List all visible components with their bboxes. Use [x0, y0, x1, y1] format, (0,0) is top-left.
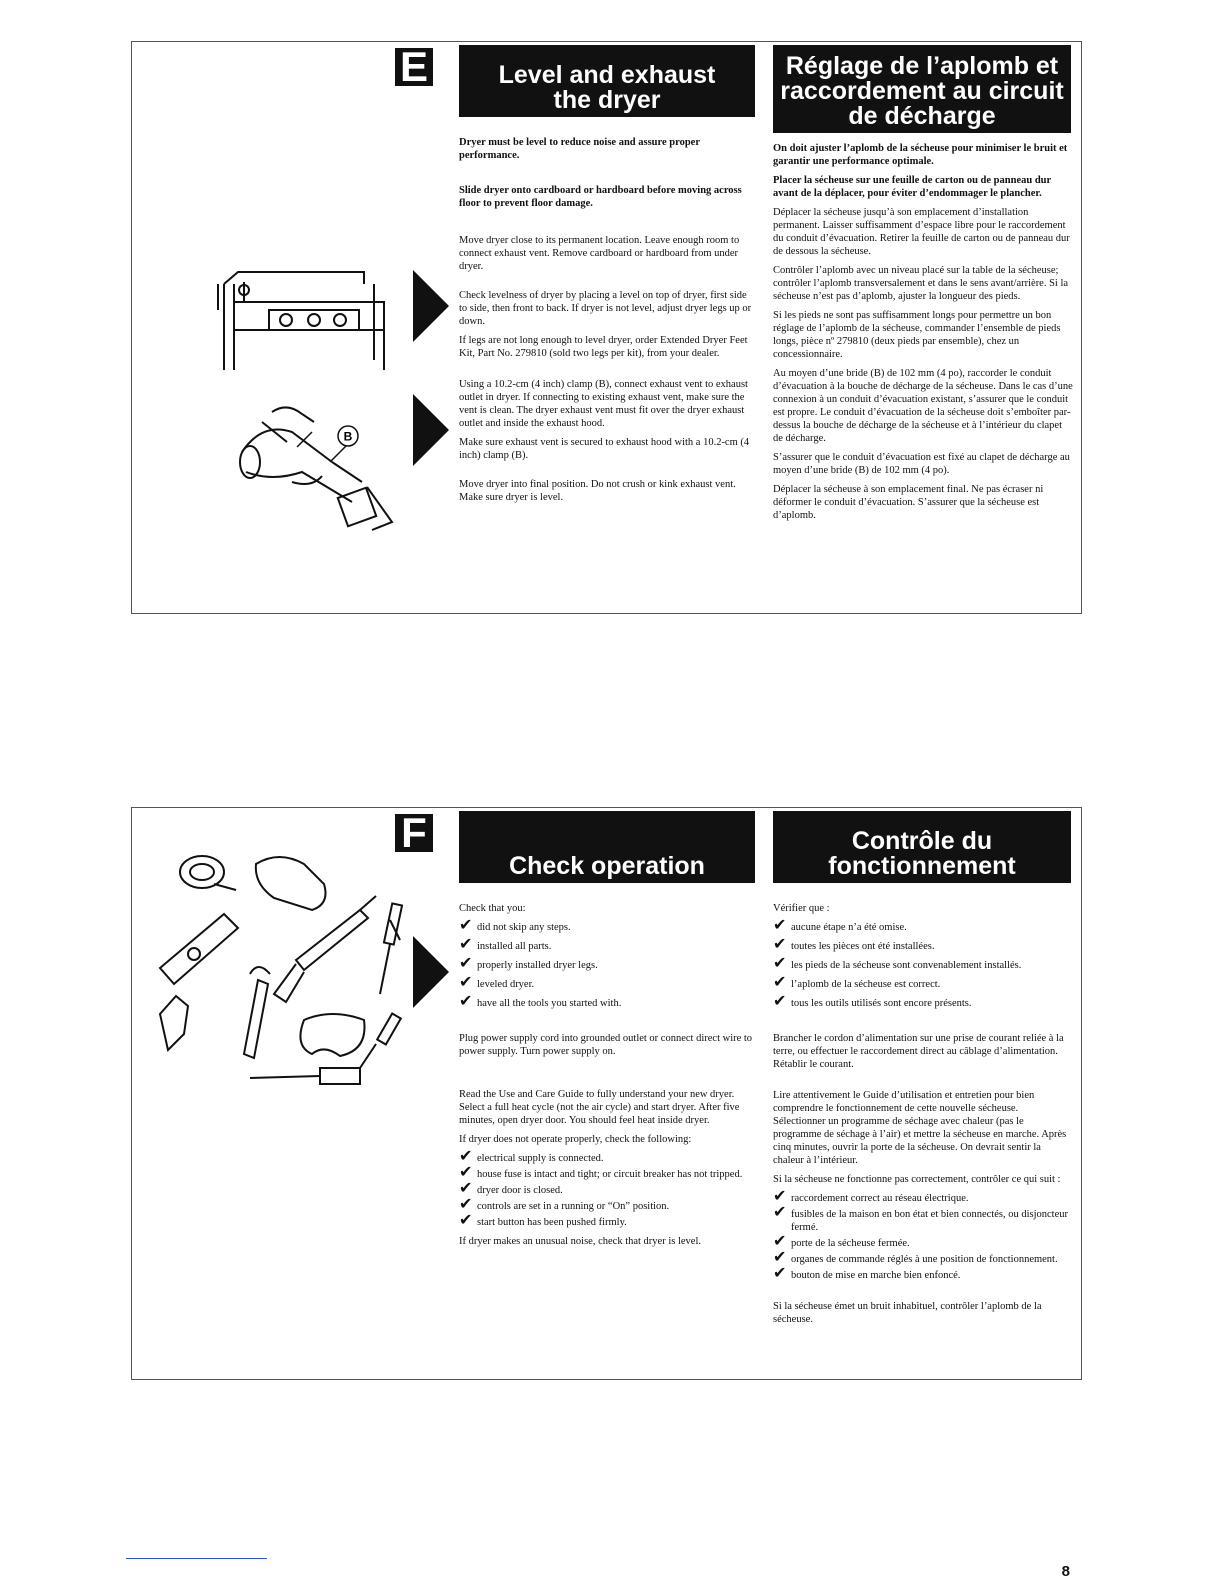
paragraph: Brancher le cordon d’alimentation sur une prise de courant reliée à la terre, ou effectuer le raccordement direct au câblage d’alimentation. Rétablir le courant.: [773, 1033, 1064, 1070]
paragraph: Au moyen d’une bride (B) de 102 mm (4 po), raccorder le conduit d’évacuation à la bouche de décharge de la sécheuse. Dans le cas d’une connexion à un conduit d’évacuation existant, s’assurer que le conduit est propre. Le conduit d’évacuation de la sécheuse doit s’emboîter par-dessus la bouche de décharge de la sécheuse et à l’intérieur du clapet de décharge.: [773, 368, 1073, 444]
paragraph: Read the Use and Care Guide to fully understand your new dryer. Select a full heat cycle (not the air cycle) and start dryer. After five minutes, open dryer door. You should feel heat inside dryer.: [459, 1089, 740, 1126]
paragraph: Placer la sécheuse sur une feuille de carton ou de panneau dur avant de la déplacer, pour éviter d’endommager le plancher.: [773, 175, 1051, 199]
section-letter-badge: E: [395, 48, 433, 86]
tools-illustration: [154, 844, 404, 1089]
check-mark-icon: ✔: [459, 991, 473, 1010]
step-arrow-icon: [413, 394, 449, 466]
paragraph: Slide dryer onto cardboard or hardboard before moving across floor to prevent floor damage.: [459, 185, 742, 209]
check-mark-icon: ✔: [773, 1263, 787, 1282]
checklist-item: ✔ house fuse is intact and tight; or circuit breaker has not tripped.: [459, 1162, 743, 1181]
paragraph: Using a 10.2-cm (4 inch) clamp (B), connect exhaust vent to exhaust outlet in dryer. If connecting to existing exhaust vent, make sure the vent is clean. The dryer exhaust vent must fit over the dryer exhaust outlet and inside the exhaust hood.: [459, 379, 748, 429]
paragraph: Move dryer close to its permanent location. Leave enough room to connect exhaust vent. Remove cardboard or hardboard from under dryer.: [459, 235, 740, 272]
checklist-item: ✔ fusibles de la maison en bon état et bien connectés, ou disjoncteur fermé.: [773, 1202, 1069, 1233]
checklist: [459, 915, 757, 1010]
checklist-item: ✔ les pieds de la sécheuse sont convenablement installés.: [773, 953, 1022, 972]
check-mark-icon: ✔: [773, 1202, 787, 1221]
check-mark-icon: ✔: [773, 934, 787, 953]
checklist-item: ✔ installed all parts.: [459, 934, 552, 953]
checklist-item: ✔ l’aplomb de la sécheuse est correct.: [773, 972, 941, 991]
checklist-item: ✔ did not skip any steps.: [459, 915, 571, 934]
paragraph: S’assurer que le conduit d’évacuation est fixé au clapet de décharge au moyen d’une bride (B) de 102 mm (4 po).: [773, 452, 1070, 476]
paragraph: Déplacer la sécheuse à son emplacement final. Ne pas écraser ni déformer le conduit d’évacuation. S’assurer que la sécheuse est d’aplomb.: [773, 484, 1044, 521]
check-mark-icon: ✔: [773, 991, 787, 1010]
checklist-item: ✔ leveled dryer.: [459, 972, 535, 991]
section-e-text-en: [459, 136, 757, 510]
paragraph: Vérifier que :: [773, 903, 830, 914]
footer-rule: [126, 1558, 267, 1559]
check-mark-icon: ✔: [459, 1178, 473, 1197]
check-mark-icon: ✔: [459, 1162, 473, 1181]
checklist-item: ✔ raccordement correct au réseau électrique.: [773, 1186, 969, 1205]
check-mark-icon: ✔: [773, 1247, 787, 1266]
checklist-item: ✔ aucune étape n’a été omise.: [773, 915, 907, 934]
checklist-item: ✔ start button has been pushed firmly.: [459, 1210, 627, 1229]
paragraph: If dryer makes an unusual noise, check that dryer is level.: [459, 1236, 701, 1247]
check-mark-icon: ✔: [773, 1186, 787, 1205]
section-f-text-en: [459, 902, 757, 1254]
checklist-item: ✔ electrical supply is connected.: [459, 1146, 604, 1165]
paragraph: Si la sécheuse ne fonctionne pas correctement, contrôler ce qui suit :: [773, 1174, 1061, 1185]
paragraph: Dryer must be level to reduce noise and assure proper performance.: [459, 137, 700, 161]
paragraph: Lire attentivement le Guide d’utilisation et entretien pour bien comprendre le fonctionnement de cette nouvelle sécheuse. Sélectionner un programme de séchage avec chaleur (pas le programme de séchage à l’air) et mettre la sécheuse en marche. Après cinq minutes, ouvrir la porte de la sécheuse. On devrait sentir la chaleur à l’intérieur.: [773, 1090, 1067, 1166]
paragraph: Make sure exhaust vent is secured to exhaust hood with a 10.2-cm (4 inch) clamp (B).: [459, 437, 750, 461]
section-e-title-fr: Réglage de l’aplomb et raccordement au circuit de décharge: [773, 45, 1071, 133]
paragraph: Si les pieds ne sont pas suffisamment longs pour permettre un bon réglage de l’aplomb de la sécheuse, commander l’ensemble de pieds longs, pièce nº 279810 (deux pieds par ensemble), chez un concessionnaire.: [773, 310, 1061, 360]
checklist-item: ✔ properly installed dryer legs.: [459, 953, 598, 972]
paragraph: On doit ajuster l’aplomb de la sécheuse pour minimiser le bruit et garantir une performance optimale.: [773, 143, 1068, 167]
checklist: [773, 1186, 1073, 1282]
checklist-item: ✔ porte de la sécheuse fermée.: [773, 1231, 910, 1250]
section-e-panel: [131, 41, 1082, 614]
dryer-level-illustration: [214, 270, 394, 380]
check-mark-icon: ✔: [459, 1210, 473, 1229]
check-mark-icon: ✔: [773, 1231, 787, 1250]
section-e-title-en: Level and exhaust the dryer: [459, 45, 755, 117]
section-f-title-en: Check operation: [459, 811, 755, 883]
paragraph: Check levelness of dryer by placing a level on top of dryer, first side to side, then front to back. If dryer is not level, adjust dryer legs up or down.: [459, 290, 752, 327]
paragraph: Déplacer la sécheuse jusqu’à son emplacement d’installation permanent. Laisser suffisamment d’espace libre pour le raccordement du conduit d’évacuation. Retirer la feuille de carton ou de panneau dur de dessous la sécheuse.: [773, 207, 1070, 257]
paragraph: Plug power supply cord into grounded outlet or connect direct wire to power supply. Turn power supply on.: [459, 1033, 753, 1057]
checklist-item: ✔ tous les outils utilisés sont encore présents.: [773, 991, 972, 1010]
paragraph: Contrôler l’aplomb avec un niveau placé sur la table de la sécheuse; contrôler l’aplomb transversalement et dans le sens avant/arrière. Si la sécheuse n’est pas d’aplomb, ajuster la longueur des pieds.: [773, 265, 1069, 302]
step-arrow-icon: [413, 270, 449, 342]
check-mark-icon: ✔: [459, 1146, 473, 1165]
checklist: [459, 1146, 757, 1229]
checklist-item: ✔ organes de commande réglés à une position de fonctionnement.: [773, 1247, 1058, 1266]
checklist-item: ✔ have all the tools you started with.: [459, 991, 622, 1010]
section-e-text-fr: [773, 142, 1073, 528]
section-f-text-fr: [773, 902, 1073, 1332]
check-mark-icon: ✔: [459, 953, 473, 972]
check-mark-icon: ✔: [459, 915, 473, 934]
section-f-title-fr: Contrôle du fonctionnement: [773, 811, 1071, 883]
paragraph: Move dryer into final position. Do not crush or kink exhaust vent. Make sure dryer is level.: [459, 479, 736, 503]
section-f-panel: [131, 807, 1082, 1380]
callout-label-b: B: [343, 429, 353, 444]
section-letter-badge: F: [395, 814, 433, 852]
paragraph: If legs are not long enough to level dryer, order Extended Dryer Feet Kit, Part No. 279810 (sold two legs per kit), from your dealer.: [459, 335, 748, 359]
checklist-item: ✔ dryer door is closed.: [459, 1178, 563, 1197]
paragraph: Check that you:: [459, 903, 526, 914]
check-mark-icon: ✔: [459, 972, 473, 991]
check-mark-icon: ✔: [459, 934, 473, 953]
page-number: 8: [1061, 1563, 1070, 1580]
checklist: [773, 915, 1073, 1010]
paragraph: If dryer does not operate properly, check the following:: [459, 1134, 692, 1145]
paragraph: Si la sécheuse émet un bruit inhabituel, contrôler l’aplomb de la sécheuse.: [773, 1301, 1042, 1325]
step-arrow-icon: [413, 936, 449, 1008]
check-mark-icon: ✔: [459, 1194, 473, 1213]
checklist-item: ✔ controls are set in a running or “On” position.: [459, 1194, 670, 1213]
checklist-item: ✔ toutes les pièces ont été installées.: [773, 934, 935, 953]
check-mark-icon: ✔: [773, 953, 787, 972]
checklist-item: ✔ bouton de mise en marche bien enfoncé.: [773, 1263, 961, 1282]
exhaust-vent-illustration: [232, 392, 402, 532]
check-mark-icon: ✔: [773, 972, 787, 991]
check-mark-icon: ✔: [773, 915, 787, 934]
